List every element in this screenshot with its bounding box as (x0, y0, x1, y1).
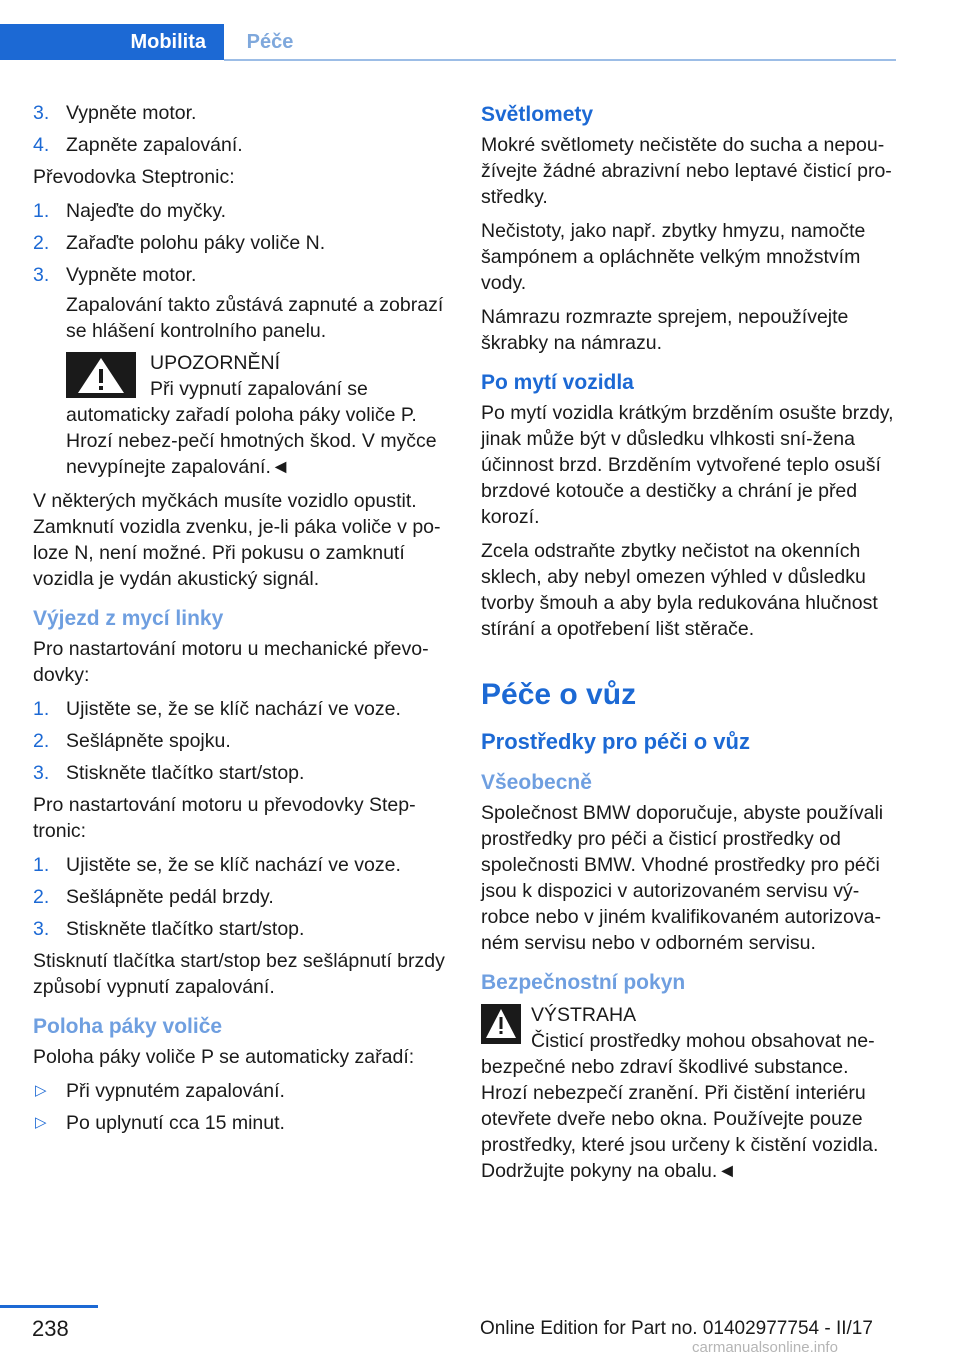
tab-mobilita[interactable]: Mobilita (0, 24, 224, 60)
list-item (33, 728, 451, 754)
section-heading: Poloha páky voliče (33, 1015, 223, 1038)
list-item (33, 132, 451, 158)
paragraph: V některých myčkách musíte vozidlo opustit. Zamknutí vozidla zvenku, je-li páka voliče v po‐loze N, není možné. Při pokusu o zamknutí vozidla je vydán akustický signál. (33, 490, 441, 590)
paragraph: Převodovka Steptronic: (33, 166, 235, 188)
warning-title: VÝSTRAHA (531, 1004, 637, 1026)
section-heading: Světlomety (481, 103, 594, 126)
subchapter-title: Prostředky pro péči o vůz (481, 729, 750, 754)
paragraph: Námrazu rozmrazte sprejem, nepoužívejte škrabky na námrazu. (481, 306, 849, 354)
list-item (33, 760, 451, 786)
step-text: Stiskněte tlačítko start/stop. (66, 762, 305, 784)
left-column (33, 100, 451, 1142)
steps-list-start-manual (33, 696, 451, 786)
step-number: 1. (33, 854, 50, 876)
step-number: 3. (33, 762, 50, 784)
step-number: 2. (33, 886, 50, 908)
paragraph: Nečistoty, jako např. zbytky hmyzu, namočte šampónem a opláchněte velkým množstvím vody. (481, 220, 866, 294)
watermark: carmanualsonline.info (692, 1339, 838, 1356)
steps-list-manual-end (33, 100, 451, 158)
paragraph: Poloha páky voliče P se automaticky zařadí: (33, 1046, 415, 1068)
step-number: 3. (33, 102, 50, 124)
step-number: 1. (33, 200, 50, 222)
step-text: Vypněte motor. (66, 264, 197, 286)
list-item (33, 198, 451, 224)
bullet-text: Po uplynutí cca 15 minut. (66, 1112, 285, 1134)
list-item (33, 916, 451, 942)
header-divider (224, 59, 896, 61)
paragraph: Pro nastartování motoru u převodovky Step‐tronic: (33, 794, 416, 842)
step-number: 3. (33, 264, 50, 286)
list-item (33, 1078, 451, 1104)
list-item (33, 884, 451, 910)
step-number: 2. (33, 232, 50, 254)
step-number: 1. (33, 698, 50, 720)
section-heading: Výjezd z mycí linky (33, 607, 224, 630)
steps-list-start-steptronic (33, 852, 451, 942)
warning-text: Čisticí prostředky mohou obsahovat ne‐bezpečné nebo zdraví škodlivé substance. Hrozí nebezpečí zranění. Při čistění interiéru otevřete dveře nebo okna. Používejte pouze prostředky, které jsou určeny k čistění vozidla. Dodržujte pokyny na obalu.◄ (481, 1030, 879, 1182)
page-number: 238 (32, 1316, 69, 1341)
tab-pece[interactable]: Péče (246, 30, 294, 53)
footer-accent-line (0, 1305, 98, 1308)
steps-list-steptronic (33, 198, 451, 344)
step-text: Sešlápněte spojku. (66, 730, 231, 752)
edition-text: Online Edition for Part no. 01402977754 - II/17 (480, 1318, 873, 1339)
paragraph: Pro nastartování motoru u mechanické převo‐dovky: (33, 638, 429, 686)
triangle-bullet-icon: ▷ (35, 1082, 47, 1099)
paragraph: Po mytí vozidla krátkým brzděním osušte brzdy, jinak může být v důsledku vlhkosti sní‐žena účinnost brzd. Brzděním vytvořené teplo osuší brzdové kotouče a destičky a chrání je před korozí. (481, 402, 894, 528)
triangle-bullet-icon: ▷ (35, 1114, 47, 1131)
list-item (33, 100, 451, 126)
list-item (33, 262, 451, 344)
step-text: Zařaďte polohu páky voliče N. (66, 232, 326, 254)
page-header (0, 0, 960, 62)
warning-box (481, 1002, 897, 1184)
list-item (33, 230, 451, 256)
step-number: 2. (33, 730, 50, 752)
step-text: Ujistěte se, že se klíč nachází ve voze. (66, 854, 401, 876)
section-heading: Po mytí vozidla (481, 371, 634, 394)
step-text: Sešlápněte pedál brzdy. (66, 886, 274, 908)
step-text: Ujistěte se, že se klíč nachází ve voze. (66, 698, 401, 720)
step-text: Vypněte motor. (66, 102, 197, 124)
section-heading: Bezpečnostní pokyn (481, 971, 686, 994)
paragraph: Mokré světlomety nečistěte do sucha a nepou‐žívejte žádné abrazivní nebo leptavé čisticí pro‐středky. (481, 134, 892, 208)
warning-text: Při vypnutí zapalování se automaticky zařadí poloha páky voliče P. Hrozí nebez‐pečí hmotných škod. V myčce nevypínejte zapalování.◄ (66, 378, 437, 478)
bullet-list (33, 1078, 451, 1136)
warning-triangle-icon (66, 352, 136, 398)
right-column (481, 100, 897, 1192)
list-item (33, 1110, 451, 1136)
paragraph: Společnost BMW doporučuje, abyste používali prostředky pro péči a čisticí prostředky od společnosti BMW. Vhodné prostředky pro péči jsou k dispozici v autorizovaném servisu vý‐robce nebo v jiném kvalifikovaném autorizova‐ném servisu nebo v odborném servisu. (481, 802, 884, 954)
list-item (33, 696, 451, 722)
list-item (33, 852, 451, 878)
warning-triangle-icon (481, 1004, 521, 1044)
chapter-title: Péče o vůz (481, 678, 637, 711)
step-text: Najeďte do myčky. (66, 200, 227, 222)
paragraph: Zcela odstraňte zbytky nečistot na okenních sklech, aby nebyl omezen výhled v důsledku tvorby šmouh a aby byla redukována hlučnost stírání a opotřebení lišt stěrače. (481, 540, 878, 640)
bullet-text: Při vypnutém zapalování. (66, 1080, 285, 1102)
step-text: Zapněte zapalování. (66, 134, 243, 156)
step-number: 4. (33, 134, 50, 156)
paragraph: Stisknutí tlačítka start/stop bez sešlápnutí brzdy způsobí vypnutí zapalování. (33, 950, 445, 998)
step-text: Stiskněte tlačítko start/stop. (66, 918, 305, 940)
warning-box (33, 350, 451, 480)
section-heading: Všeobecně (481, 771, 592, 794)
warning-title: UPOZORNĚNÍ (150, 352, 281, 374)
step-number: 3. (33, 918, 50, 940)
step-subtext: Zapalování takto zůstává zapnuté a zobrazí se hlášení kontrolního panelu. (66, 294, 444, 342)
